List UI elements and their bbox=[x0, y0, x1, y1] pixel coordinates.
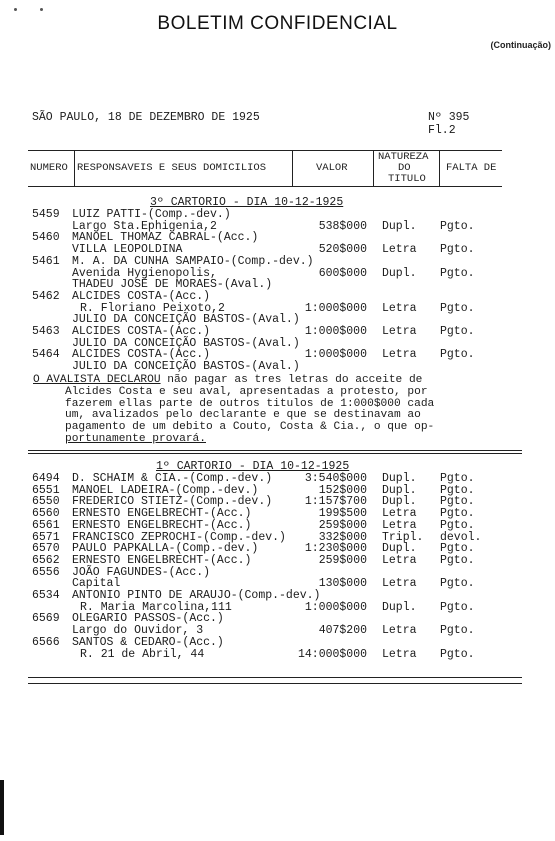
row-responsavel: VILLA LEOPOLDINA bbox=[72, 243, 183, 257]
row-falta: Pgto. bbox=[440, 553, 475, 567]
row-number: 6562 bbox=[32, 553, 60, 567]
row-number: 6571 bbox=[32, 530, 60, 544]
row-natureza: Dupl. bbox=[382, 542, 417, 556]
row-natureza: Letra bbox=[382, 243, 417, 257]
table-row bbox=[0, 256, 555, 268]
column-divider bbox=[74, 150, 75, 186]
row-number: 6560 bbox=[32, 507, 60, 521]
row-falta: Pgto. bbox=[440, 600, 475, 614]
row-falta: Pgto. bbox=[440, 577, 475, 591]
row-number: 5463 bbox=[32, 325, 60, 338]
row-responsavel: ANTONIO PINTO DE ARAUJO-(Comp.-dev.) bbox=[72, 589, 321, 602]
row-responsavel: JOÃO FAGUNDES-(Acc.) bbox=[72, 565, 211, 579]
row-responsavel: JULIO DA CONCEIÇÃO BASTOS-(Aval.) bbox=[72, 336, 300, 350]
row-natureza: Dupl. bbox=[382, 495, 417, 509]
row-valor: 1:157$700 bbox=[304, 495, 367, 509]
continuation-label: (Continuação) bbox=[490, 40, 551, 50]
row-responsavel: JULIO DA CONCEIÇÃO BASTOS-(Aval.) bbox=[72, 360, 300, 374]
row-valor: 538$000 bbox=[318, 219, 367, 233]
row-natureza: Letra bbox=[382, 553, 417, 567]
row-natureza: Letra bbox=[382, 348, 417, 362]
row-valor: 259$000 bbox=[318, 553, 367, 567]
row-falta: Pgto. bbox=[440, 483, 475, 497]
column-divider bbox=[292, 150, 293, 186]
row-responsavel: R. 21 de Abril, 44 bbox=[80, 647, 205, 661]
city-date: SÃO PAULO, 18 DE DEZEMBRO DE 1925 bbox=[32, 111, 260, 124]
section-heading: 1º CARTORIO - DIA 10-12-1925 bbox=[156, 460, 350, 473]
column-header-falta: FALTA DE bbox=[446, 162, 497, 174]
row-natureza: Letra bbox=[382, 518, 417, 532]
column-header-numero: NUMERO bbox=[30, 162, 68, 174]
table-row bbox=[0, 637, 555, 649]
row-natureza: Letra bbox=[382, 325, 417, 338]
row-number: 6556 bbox=[32, 565, 60, 579]
row-responsavel: Avenida Hygienopolis, bbox=[72, 266, 217, 280]
row-responsavel: MANOEL THOMAZ CABRAL-(Acc.) bbox=[72, 231, 259, 245]
row-valor: 130$000 bbox=[318, 577, 367, 591]
row-responsavel: MANOEL LADEIRA-(Comp.-dev.) bbox=[72, 483, 259, 497]
row-responsavel: FREDERICO STIETZ-(Comp.-dev.) bbox=[72, 495, 273, 509]
row-responsavel: LUIZ PATTI-(Comp.-dev.) bbox=[72, 208, 231, 221]
row-falta: devol. bbox=[440, 530, 482, 544]
column-header-responsaveis: RESPONSAVEIS E SEUS DOMICILIOS bbox=[77, 162, 267, 174]
row-falta: Pgto. bbox=[440, 266, 475, 280]
section-rule bbox=[28, 453, 522, 454]
row-falta: Pgto. bbox=[440, 348, 475, 362]
row-natureza: Letra bbox=[382, 301, 417, 315]
note-line: pagamento de um debito a Couto, Costa & Cia., o que op- bbox=[65, 421, 435, 434]
row-responsavel: FRANCISCO ZEPROCHI-(Comp.-dev.) bbox=[72, 530, 286, 544]
row-responsavel: PAULO PAPKALLA-(Comp.-dev.) bbox=[72, 542, 259, 556]
row-responsavel: THADEU JOSÉ DE MORAES-(Aval.) bbox=[72, 278, 273, 292]
row-number: 6569 bbox=[32, 612, 60, 626]
row-falta: Pgto. bbox=[440, 518, 475, 532]
row-falta: Pgto. bbox=[440, 472, 475, 485]
row-valor: 1:000$000 bbox=[304, 600, 367, 614]
row-number: 6561 bbox=[32, 518, 60, 532]
table-row bbox=[0, 520, 555, 532]
row-number: 5462 bbox=[32, 289, 60, 303]
row-responsavel: M. A. DA CUNHA SAMPAIO-(Comp.-dev.) bbox=[72, 254, 314, 268]
row-responsavel: ERNESTO ENGELBRECHT-(Acc.) bbox=[72, 518, 252, 532]
row-natureza: Letra bbox=[382, 624, 417, 638]
punch-hole-mark bbox=[40, 8, 43, 11]
note-line: Alcides Costa e seu aval, apresentadas a protesto, por bbox=[65, 385, 428, 398]
row-responsavel: ALCIDES COSTA-(Acc.) bbox=[72, 325, 211, 338]
row-natureza: Letra bbox=[382, 577, 417, 591]
table-row bbox=[0, 361, 555, 373]
row-natureza: Dupl. bbox=[382, 266, 417, 280]
row-valor: 407$200 bbox=[318, 624, 367, 638]
note-line: fazerem ellas parte de outros titulos de 1:000$000 cada bbox=[65, 397, 435, 410]
row-number: 5464 bbox=[32, 348, 60, 362]
row-number: 5459 bbox=[32, 208, 60, 221]
note-line: um, avalizados pelo declarante e que se destinavam ao bbox=[65, 409, 421, 422]
row-falta: Pgto. bbox=[440, 301, 475, 315]
section-heading: 3º CARTORIO - DIA 10-12-1925 bbox=[150, 196, 344, 209]
row-number: 5461 bbox=[32, 254, 60, 268]
document-title: BOLETIM CONFIDENCIAL bbox=[157, 13, 398, 34]
column-header-natureza: TITULO bbox=[388, 173, 426, 185]
row-natureza: Dupl. bbox=[382, 472, 417, 485]
row-natureza: Dupl. bbox=[382, 600, 417, 614]
row-responsavel: Capital bbox=[72, 577, 121, 591]
table-row bbox=[0, 649, 555, 661]
row-responsavel: R. Floriano Peixoto,2 bbox=[80, 301, 225, 315]
note-lead: O AVALISTA DECLAROU bbox=[33, 374, 161, 386]
row-responsavel: ERNESTO ENGELBRECHT-(Acc.) bbox=[72, 553, 252, 567]
row-number: 6551 bbox=[32, 483, 60, 497]
avalista-note bbox=[33, 375, 513, 446]
row-valor: 1:230$000 bbox=[304, 542, 367, 556]
row-valor: 259$000 bbox=[318, 518, 367, 532]
section-rule bbox=[28, 450, 522, 451]
scan-edge-mark bbox=[0, 780, 4, 835]
row-falta: Pgto. bbox=[440, 325, 475, 338]
row-valor: 14:000$000 bbox=[297, 647, 367, 661]
row-responsavel: ALCIDES COSTA-(Acc.) bbox=[72, 289, 211, 303]
row-valor: 520$000 bbox=[318, 243, 367, 257]
row-natureza: Dupl. bbox=[382, 483, 417, 497]
note-text: não pagar as tres letras do acceite de bbox=[160, 374, 423, 386]
row-valor: 3:540$000 bbox=[304, 472, 367, 485]
row-natureza: Tripl. bbox=[382, 530, 424, 544]
row-natureza: Letra bbox=[382, 647, 417, 661]
row-valor: 152$000 bbox=[318, 483, 367, 497]
row-responsavel: JULIO DA CONCEIÇÃO BASTOS-(Aval.) bbox=[72, 313, 300, 327]
row-natureza: Letra bbox=[382, 507, 417, 521]
row-falta: Pgto. bbox=[440, 624, 475, 638]
row-falta: Pgto. bbox=[440, 495, 475, 509]
row-falta: Pgto. bbox=[440, 243, 475, 257]
row-number: 5460 bbox=[32, 231, 60, 245]
column-divider bbox=[439, 150, 440, 186]
row-number: 6566 bbox=[32, 635, 60, 649]
row-valor: 199$500 bbox=[318, 507, 367, 521]
row-responsavel: SANTOS & CEDARO-(Acc.) bbox=[72, 635, 224, 649]
row-number: 6534 bbox=[32, 589, 60, 602]
row-responsavel: ALCIDES COSTA-(Acc.) bbox=[72, 348, 211, 362]
row-valor: 332$000 bbox=[318, 530, 367, 544]
header-top-rule bbox=[28, 150, 502, 151]
bottom-rule bbox=[28, 683, 522, 684]
sheet-number: Fl.2 bbox=[428, 124, 456, 137]
bulletin-number: Nº 395 bbox=[428, 111, 470, 124]
row-falta: Pgto. bbox=[440, 647, 475, 661]
row-falta: Pgto. bbox=[440, 507, 475, 521]
row-responsavel: OLEGARIO PASSOS-(Acc.) bbox=[72, 612, 224, 626]
column-header-natureza: NATUREZA bbox=[378, 151, 429, 163]
row-valor: 1:000$000 bbox=[304, 325, 367, 338]
row-valor: 1:000$000 bbox=[304, 348, 367, 362]
header-bottom-rule bbox=[28, 186, 502, 187]
row-natureza: Dupl. bbox=[382, 219, 417, 233]
row-valor: 1:000$000 bbox=[304, 301, 367, 315]
row-responsavel: Largo Sta.Ephigenia,2 bbox=[72, 219, 217, 233]
row-falta: Pgto. bbox=[440, 542, 475, 556]
row-falta: Pgto. bbox=[440, 219, 475, 233]
column-header-natureza: DO bbox=[398, 162, 411, 174]
row-responsavel: ERNESTO ENGELBRECHT-(Acc.) bbox=[72, 507, 252, 521]
row-responsavel: D. SCHAIM & CIA.-(Comp.-dev.) bbox=[72, 472, 273, 485]
bottom-rule bbox=[28, 677, 522, 678]
row-responsavel: R. Maria Marcolina,111 bbox=[80, 600, 232, 614]
note-line: portunamente provará. bbox=[65, 432, 206, 445]
row-number: 6550 bbox=[32, 495, 60, 509]
row-number: 6570 bbox=[32, 542, 60, 556]
row-number: 6494 bbox=[32, 472, 60, 485]
row-responsavel: Largo do Ouvidor, 3 bbox=[72, 624, 204, 638]
column-divider bbox=[373, 150, 374, 186]
punch-hole-mark bbox=[14, 8, 17, 11]
column-header-valor: VALOR bbox=[316, 162, 348, 174]
row-valor: 600$000 bbox=[318, 266, 367, 280]
